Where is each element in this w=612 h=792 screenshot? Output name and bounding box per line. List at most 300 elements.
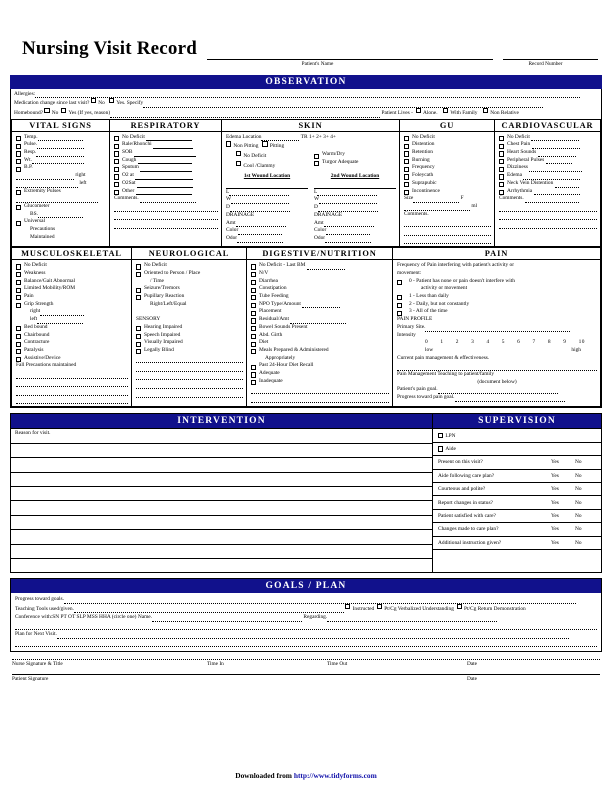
homebound-no-checkbox[interactable] bbox=[44, 108, 49, 113]
list-item[interactable] bbox=[16, 332, 128, 340]
pain-mgmt-line[interactable] bbox=[397, 362, 597, 371]
list-item[interactable] bbox=[251, 262, 389, 270]
list-item[interactable] bbox=[314, 159, 396, 167]
neuro-time-label: / Time bbox=[150, 277, 164, 284]
dig-item-1: Diarrhea bbox=[259, 277, 278, 284]
cardiovascular-cell bbox=[495, 119, 601, 247]
wound2-column bbox=[308, 173, 396, 243]
list-item[interactable] bbox=[397, 308, 597, 316]
progress-toward-goals-row[interactable] bbox=[15, 595, 597, 603]
resp-comments-row[interactable] bbox=[114, 195, 218, 203]
list-item[interactable] bbox=[499, 141, 597, 149]
list-item[interactable] bbox=[251, 301, 389, 309]
vital-resp-label: Resp. bbox=[24, 149, 37, 156]
signature-caption-row-1 bbox=[12, 660, 600, 667]
ms-note-line[interactable] bbox=[16, 396, 128, 405]
scale-1: 1 bbox=[440, 339, 444, 346]
list-item[interactable] bbox=[16, 218, 106, 226]
dig-item3-2: Diet bbox=[259, 339, 269, 346]
scale-8: 8 bbox=[547, 339, 552, 346]
gu-size-row[interactable] bbox=[404, 195, 491, 203]
list-item[interactable] bbox=[397, 278, 597, 286]
wound1-d[interactable] bbox=[226, 204, 308, 212]
list-item[interactable] bbox=[251, 285, 389, 293]
grip-right-row[interactable] bbox=[16, 308, 128, 316]
wound1-color[interactable] bbox=[226, 227, 308, 235]
supervision-question-4: Patient satisfied with care? bbox=[438, 512, 496, 519]
goals-body bbox=[11, 593, 601, 651]
supervision-question-row[interactable] bbox=[433, 469, 601, 482]
med-change-yes-label: Yes. Specify bbox=[116, 100, 144, 107]
list-item[interactable] bbox=[404, 188, 491, 196]
pain-document-below: (document below) bbox=[477, 378, 517, 385]
ms-note-line[interactable] bbox=[16, 387, 128, 396]
intervention-line[interactable] bbox=[11, 500, 432, 514]
list-item[interactable] bbox=[251, 278, 389, 286]
list-item[interactable] bbox=[16, 347, 128, 355]
dig-item3-1: Abd. Girth bbox=[259, 331, 283, 338]
plan-next-visit-row[interactable] bbox=[15, 630, 597, 638]
wound2-w[interactable] bbox=[314, 196, 396, 204]
wound2-w-label: W bbox=[314, 196, 320, 203]
list-item[interactable] bbox=[16, 203, 106, 211]
musculoskeletal-list bbox=[16, 262, 128, 370]
gu-comment-line[interactable] bbox=[404, 236, 491, 245]
list-item[interactable] bbox=[499, 172, 597, 180]
cardiovascular-body bbox=[495, 132, 600, 231]
dig-item4-1: Adequate bbox=[259, 370, 280, 377]
scale-9: 9 bbox=[563, 339, 567, 346]
return-demo-checkbox[interactable] bbox=[457, 604, 462, 609]
resp-comment-line[interactable] bbox=[114, 220, 218, 229]
homebound-label: Homebound? bbox=[14, 110, 44, 117]
spacer-row bbox=[136, 308, 243, 316]
list-item[interactable] bbox=[136, 270, 243, 278]
supervision-question-0: Present on this visit? bbox=[438, 459, 483, 466]
glucometer-label: Glucometer bbox=[24, 202, 50, 209]
list-item[interactable] bbox=[16, 339, 128, 347]
supervision-question-row[interactable] bbox=[433, 482, 601, 495]
supervision-yes-2[interactable]: Yes bbox=[551, 486, 559, 493]
wound1-odor[interactable] bbox=[226, 235, 308, 243]
observation-body bbox=[10, 89, 602, 408]
sensory-item-1: Speech Impaired bbox=[144, 331, 181, 338]
list-item[interactable] bbox=[16, 285, 128, 293]
supervision-no-0[interactable]: No bbox=[575, 459, 582, 466]
instructed-checkbox[interactable] bbox=[345, 604, 350, 609]
wound1-title: 1st Wound Location bbox=[243, 173, 291, 180]
supervision-question-6: Additional instruction given? bbox=[438, 539, 502, 546]
supervision-no-1[interactable]: No bbox=[575, 472, 582, 479]
list-item[interactable] bbox=[16, 157, 106, 165]
cardiovascular-list bbox=[499, 134, 597, 203]
list-item[interactable] bbox=[404, 164, 491, 172]
list-item[interactable] bbox=[404, 172, 491, 180]
list-item[interactable] bbox=[114, 164, 218, 172]
verbalized-checkbox[interactable] bbox=[377, 604, 382, 609]
teaching-tools-row[interactable] bbox=[15, 604, 597, 614]
list-item[interactable] bbox=[16, 134, 106, 142]
list-item[interactable] bbox=[136, 262, 243, 270]
supervision-no-4[interactable]: No bbox=[575, 512, 582, 519]
extremity-fill-row[interactable] bbox=[16, 195, 106, 203]
patient-name-field[interactable] bbox=[207, 45, 493, 60]
list-item[interactable] bbox=[16, 324, 128, 332]
dig-item4-2: Inadequate bbox=[259, 377, 283, 384]
footer-link[interactable]: http://www.tidyforms.com bbox=[293, 771, 377, 780]
list-item[interactable] bbox=[251, 270, 389, 278]
pain-current-mgmt-label: Current pain management & effectiveness. bbox=[397, 354, 490, 361]
musculoskeletal-cell bbox=[12, 248, 132, 407]
pain-opt2: 2 - Daily, but not constantly bbox=[409, 300, 470, 307]
list-item[interactable] bbox=[16, 293, 128, 301]
supervision-aide-row[interactable] bbox=[433, 442, 601, 455]
resp-comment-line[interactable] bbox=[114, 203, 218, 212]
homebound-no-label: No bbox=[51, 110, 59, 117]
non-pitting-checkbox[interactable] bbox=[226, 141, 231, 146]
pitting-checkbox[interactable] bbox=[262, 141, 267, 146]
supervision-question-row[interactable] bbox=[433, 522, 601, 535]
wound2-l-label: L bbox=[314, 188, 318, 195]
plan-extra-line[interactable] bbox=[15, 639, 597, 648]
time-out-line[interactable] bbox=[327, 674, 467, 675]
wound2-odor[interactable] bbox=[314, 235, 396, 243]
neuro-note-line[interactable] bbox=[136, 363, 243, 372]
homebound-yes-checkbox[interactable] bbox=[61, 108, 66, 113]
respiratory-list bbox=[114, 134, 218, 203]
neurological-list bbox=[136, 262, 243, 354]
skin-right-list bbox=[314, 151, 396, 166]
extremity-pulses-label: Extremity Pulses bbox=[24, 187, 61, 194]
footer-prefix: Downloaded from bbox=[235, 771, 294, 780]
skin-left-list bbox=[226, 151, 308, 171]
nurse-signature-line[interactable] bbox=[12, 674, 207, 675]
pain-frequency-line2: movement: bbox=[397, 269, 422, 276]
pain-patient-goal-row[interactable] bbox=[397, 386, 597, 394]
list-item[interactable] bbox=[499, 134, 597, 142]
list-item[interactable] bbox=[16, 262, 128, 270]
tr-scale-label: TR 1+ 2+ 3+ 4+ bbox=[300, 133, 336, 140]
conference-extra-line[interactable] bbox=[15, 622, 597, 631]
supervision-yes-1[interactable]: Yes bbox=[551, 472, 559, 479]
sensory-item-3: Legally Blind bbox=[144, 346, 174, 353]
aide-checkbox[interactable] bbox=[438, 446, 443, 451]
respiratory-cell bbox=[110, 119, 222, 247]
list-item[interactable] bbox=[114, 149, 218, 157]
list-item[interactable] bbox=[114, 188, 218, 196]
ms-item2-0: Bed bound bbox=[24, 323, 48, 330]
intervention-line[interactable] bbox=[11, 486, 432, 500]
supervision-question-row[interactable] bbox=[433, 455, 601, 468]
list-item[interactable] bbox=[114, 157, 218, 165]
dig-appropriately-row bbox=[251, 355, 389, 363]
wound2-d[interactable] bbox=[314, 204, 396, 212]
bs-row[interactable] bbox=[16, 211, 106, 219]
intervention-line[interactable] bbox=[11, 515, 432, 529]
list-item[interactable] bbox=[226, 151, 308, 161]
list-item[interactable] bbox=[404, 141, 491, 149]
list-item[interactable] bbox=[251, 370, 389, 378]
dig-npo-label: NPO Type/Amount bbox=[259, 300, 301, 307]
list-item[interactable] bbox=[251, 332, 389, 340]
allergies-input[interactable] bbox=[35, 91, 580, 98]
cv-item-6: Neck Vein Distention bbox=[507, 179, 554, 186]
plan-next-visit-label: Plan for Next Visit. bbox=[15, 631, 57, 638]
cv-comments-row[interactable] bbox=[499, 195, 597, 203]
neuro-note-line[interactable] bbox=[136, 389, 243, 398]
intervention-line[interactable] bbox=[11, 472, 432, 486]
cv-item-7: Arrhythmia bbox=[507, 187, 533, 194]
conference-label: Conference with:SN PT OT SLP MSS HHA (circle one) Name. bbox=[15, 614, 153, 621]
skin-cell bbox=[222, 119, 400, 247]
list-item[interactable] bbox=[136, 285, 243, 293]
list-item[interactable] bbox=[499, 149, 597, 157]
cv-item-4: Dizziness bbox=[507, 164, 528, 171]
list-item[interactable] bbox=[404, 149, 491, 157]
dig-note-line[interactable] bbox=[251, 385, 389, 394]
supervision-band: SUPERVISION bbox=[433, 414, 601, 428]
list-item[interactable] bbox=[499, 164, 597, 172]
intervention-line[interactable] bbox=[11, 544, 432, 558]
sensory-item-2: Visually Impaired bbox=[144, 339, 183, 346]
observation-fields bbox=[11, 89, 601, 119]
wound2-amt[interactable] bbox=[314, 220, 396, 228]
gu-comment-line[interactable] bbox=[404, 227, 491, 236]
gu-ml-row[interactable] bbox=[404, 203, 491, 211]
med-change-yes-checkbox[interactable] bbox=[109, 98, 114, 103]
list-item[interactable] bbox=[136, 324, 243, 332]
digestive-list bbox=[251, 262, 389, 385]
list-item[interactable] bbox=[16, 270, 128, 278]
neuro-item2-0: Seizure/Tremors bbox=[144, 285, 180, 292]
pain-progress-goal-row[interactable] bbox=[397, 394, 597, 402]
universal-line2: Precautions bbox=[30, 226, 56, 233]
scale-10: 10 bbox=[578, 339, 585, 346]
wound1-amt-label: Amt bbox=[226, 219, 236, 226]
list-item[interactable] bbox=[16, 188, 106, 196]
supervision-no-2[interactable]: No bbox=[575, 486, 582, 493]
wound2-color[interactable] bbox=[314, 227, 396, 235]
supervision-no-6[interactable]: No bbox=[575, 539, 582, 546]
list-item[interactable] bbox=[404, 134, 491, 142]
ms-item2-3: Paralysis bbox=[24, 346, 44, 353]
lives-alone-checkbox[interactable] bbox=[416, 108, 421, 113]
vital-pulse-label: Pulse. bbox=[24, 141, 38, 148]
regarding-label: Regarding. bbox=[303, 614, 328, 621]
supervision-yes-6[interactable]: Yes bbox=[551, 539, 559, 546]
list-item[interactable] bbox=[251, 308, 389, 316]
lives-nonrelative-checkbox[interactable] bbox=[483, 108, 488, 113]
skin-condition-left bbox=[226, 151, 308, 171]
time-out-caption: Time Out bbox=[327, 661, 348, 668]
list-item[interactable] bbox=[16, 355, 128, 363]
reason-for-visit-row[interactable] bbox=[11, 428, 432, 442]
list-item[interactable] bbox=[251, 339, 389, 347]
homebound-row bbox=[14, 108, 598, 118]
grip-left-row[interactable] bbox=[16, 316, 128, 324]
pupil-detail-row bbox=[136, 301, 243, 309]
intervention-supervision-row bbox=[10, 413, 602, 573]
bp-right-row[interactable] bbox=[16, 172, 106, 180]
list-item[interactable] bbox=[251, 293, 389, 301]
med-change-no-checkbox[interactable] bbox=[91, 98, 96, 103]
list-item[interactable] bbox=[251, 316, 389, 324]
record-number-caption: Record Number bbox=[528, 61, 563, 67]
supervision-question-row[interactable] bbox=[433, 536, 601, 549]
ms-note-line[interactable] bbox=[16, 370, 128, 379]
assessment-grid-row1 bbox=[11, 119, 601, 248]
ms-item2-2: Contracture bbox=[24, 339, 50, 346]
digestive-body bbox=[247, 260, 392, 404]
skin-no-deficit-checkbox[interactable] bbox=[236, 151, 241, 156]
list-item[interactable] bbox=[114, 172, 218, 180]
list-item[interactable] bbox=[16, 278, 128, 286]
allergies-row bbox=[14, 91, 598, 99]
list-item[interactable] bbox=[16, 301, 128, 309]
supervision-question-row[interactable] bbox=[433, 495, 601, 508]
record-number-field[interactable] bbox=[503, 45, 598, 60]
skin-cool-clammy-checkbox[interactable] bbox=[236, 161, 241, 166]
wound1-w[interactable] bbox=[226, 196, 308, 204]
supervision-question-row[interactable] bbox=[433, 509, 601, 522]
homebound-reason-input[interactable] bbox=[110, 111, 380, 118]
cv-comment-line[interactable] bbox=[499, 220, 597, 229]
wound1-amt[interactable] bbox=[226, 220, 308, 228]
supervision-no-3[interactable]: No bbox=[575, 499, 582, 506]
respiratory-title: RESPIRATORY bbox=[110, 120, 221, 132]
list-item[interactable] bbox=[226, 161, 308, 171]
list-item[interactable] bbox=[114, 180, 218, 188]
scale-4: 4 bbox=[486, 339, 490, 346]
pitting-label: Pitting bbox=[269, 143, 285, 150]
cv-comment-line[interactable] bbox=[499, 203, 597, 212]
list-item[interactable] bbox=[136, 347, 243, 355]
pain-frequency-line1: Frequency of Pain interfering with patient's activity or bbox=[397, 262, 514, 269]
list-item[interactable] bbox=[404, 157, 491, 165]
list-item[interactable] bbox=[136, 332, 243, 340]
list-item[interactable] bbox=[251, 347, 389, 355]
supervision-yes-4[interactable]: Yes bbox=[551, 512, 559, 519]
date-caption: Date bbox=[467, 661, 477, 668]
supervision-yes-3[interactable]: Yes bbox=[551, 499, 559, 506]
lives-family-checkbox[interactable] bbox=[443, 108, 448, 113]
supervision-no-5[interactable]: No bbox=[575, 526, 582, 533]
cv-item-5: Edema bbox=[507, 172, 522, 179]
gu-item-6: Suprapubic bbox=[412, 179, 437, 186]
list-item[interactable] bbox=[251, 324, 389, 332]
wound2-l[interactable] bbox=[314, 189, 396, 197]
conference-row[interactable] bbox=[15, 613, 597, 621]
intervention-line[interactable] bbox=[11, 558, 432, 572]
list-item[interactable] bbox=[136, 293, 243, 301]
list-item[interactable] bbox=[136, 339, 243, 347]
list-item[interactable] bbox=[404, 180, 491, 188]
respiratory-body bbox=[110, 132, 221, 231]
reason-for-visit-label: Reason for visit. bbox=[15, 430, 51, 437]
non-pitting-label: Non Pitting bbox=[233, 143, 259, 150]
wound1-l-label: L bbox=[226, 188, 230, 195]
patient-name-caption: Patient's Name bbox=[301, 61, 334, 67]
scale-2: 2 bbox=[455, 339, 459, 346]
ms-item-0: No Deficit bbox=[24, 262, 47, 269]
list-item[interactable] bbox=[397, 293, 597, 301]
wound1-l[interactable] bbox=[226, 189, 308, 197]
date-line[interactable] bbox=[467, 674, 600, 675]
gu-comment-line[interactable] bbox=[404, 218, 491, 227]
dig-item-2: Constipation bbox=[259, 285, 287, 292]
ms-item-3: Limited Mobility/ROM bbox=[24, 285, 76, 292]
lpn-checkbox[interactable] bbox=[438, 433, 443, 438]
wound1-column bbox=[226, 173, 308, 243]
wound1-d-label: D bbox=[226, 204, 230, 211]
supervision-yes-0[interactable]: Yes bbox=[551, 459, 559, 466]
list-item[interactable] bbox=[251, 378, 389, 386]
dig-last-bm-label: No Deficit - Last BM bbox=[259, 262, 306, 269]
intervention-line[interactable] bbox=[11, 443, 432, 457]
intervention-line[interactable] bbox=[11, 457, 432, 471]
sensory-title-row bbox=[136, 316, 243, 324]
list-item[interactable] bbox=[114, 134, 218, 142]
grip-right-label: right bbox=[30, 308, 41, 315]
vital-signs-body bbox=[12, 132, 109, 244]
cv-comments-label: Comments. bbox=[499, 195, 524, 202]
spacer-cell-2 bbox=[327, 676, 467, 682]
intervention-line[interactable] bbox=[11, 529, 432, 543]
sensory-item-0: Hearing Impaired bbox=[144, 323, 183, 330]
wound1-w-label: W bbox=[226, 196, 232, 203]
cv-comment-line[interactable] bbox=[499, 212, 597, 221]
supervision-blank-row[interactable] bbox=[433, 549, 601, 562]
med-change-label: Medication change since last visit? bbox=[14, 100, 90, 107]
observation-band: OBSERVATION bbox=[10, 75, 602, 89]
dig-note-line[interactable] bbox=[251, 394, 389, 403]
list-item[interactable] bbox=[16, 141, 106, 149]
time-in-line[interactable] bbox=[207, 674, 327, 675]
resp-o2sat-label: O2Sat bbox=[122, 179, 136, 186]
vital-bp-label: B.P. bbox=[24, 164, 33, 171]
list-item[interactable] bbox=[16, 149, 106, 157]
list-item[interactable] bbox=[314, 151, 396, 159]
goals-band: GOALS / PLAN bbox=[11, 579, 601, 593]
lives-family-label: With Family bbox=[450, 110, 478, 117]
med-change-specify-input[interactable] bbox=[143, 101, 543, 108]
gu-size-label: Size bbox=[404, 195, 414, 202]
list-item[interactable] bbox=[499, 157, 597, 165]
neuro-time-row bbox=[136, 278, 243, 286]
list-item[interactable] bbox=[499, 188, 597, 196]
aide-label: Aide bbox=[445, 445, 456, 452]
neuro-note-line[interactable] bbox=[136, 355, 243, 364]
resp-comment-line[interactable] bbox=[114, 212, 218, 221]
list-item[interactable] bbox=[251, 362, 389, 370]
supervision-lpn-row[interactable] bbox=[433, 428, 601, 441]
list-item[interactable] bbox=[16, 164, 106, 172]
pain-intensity-scale[interactable] bbox=[397, 339, 597, 347]
cv-item-2: Heart Sounds bbox=[507, 149, 537, 156]
pain-primary-site-row[interactable] bbox=[397, 324, 597, 332]
ms-item2-1: Chairbound bbox=[24, 331, 50, 338]
neuro-note-line[interactable] bbox=[136, 372, 243, 381]
list-item[interactable] bbox=[114, 141, 218, 149]
gu-size-ml: ml bbox=[471, 202, 478, 209]
fall-precautions-row[interactable] bbox=[16, 362, 128, 370]
neuro-note-line[interactable] bbox=[136, 380, 243, 389]
list-item[interactable] bbox=[499, 180, 597, 188]
ms-note-line[interactable] bbox=[16, 379, 128, 388]
resp-other-label: Other bbox=[122, 187, 135, 194]
supervision-yes-5[interactable]: Yes bbox=[551, 526, 559, 533]
bp-left-row[interactable] bbox=[16, 180, 106, 188]
